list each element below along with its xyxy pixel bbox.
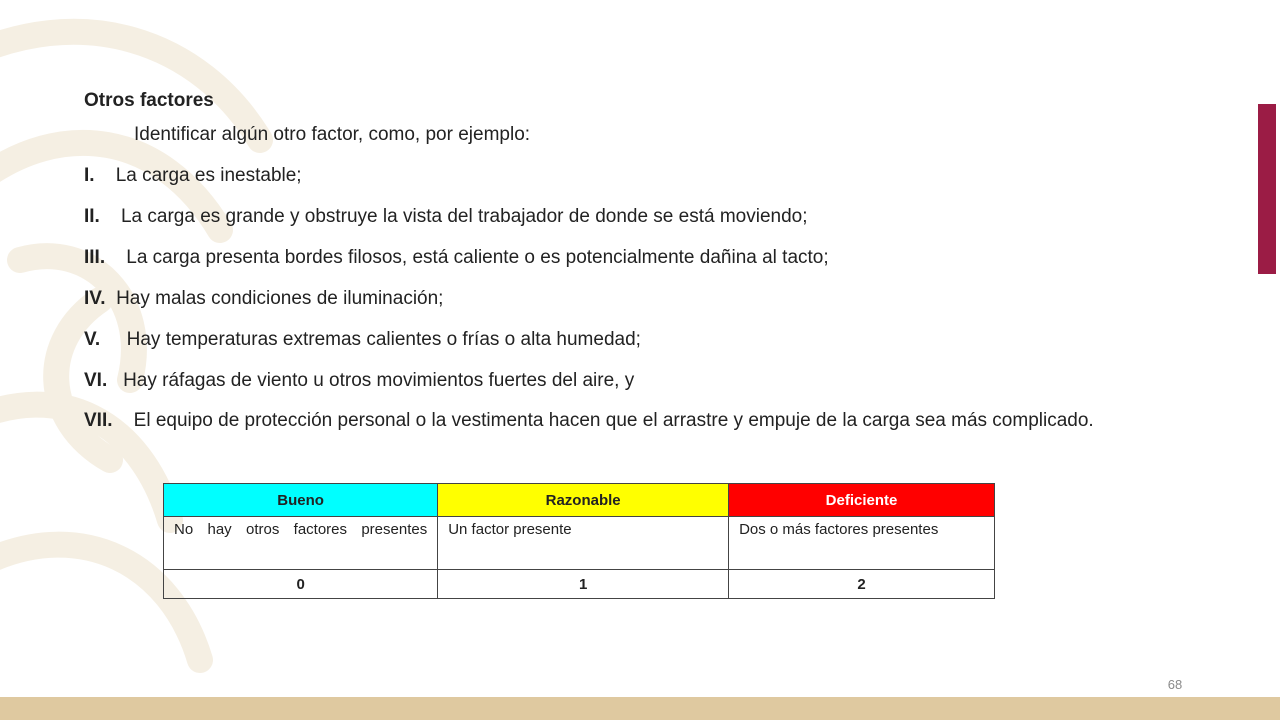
score-reasonable: 1 [438, 570, 729, 599]
page-number: 68 [1167, 677, 1183, 692]
footer-band [0, 697, 1280, 720]
item-numeral: II. [84, 206, 100, 227]
intro-text: Identificar algún otro factor, como, por ejemplo: [134, 124, 531, 145]
item-text: La carga es inestable; [115, 165, 302, 186]
list-item [84, 237, 1204, 278]
rating-table [163, 483, 995, 599]
description-deficient: Dos o más factores presentes [729, 517, 995, 570]
item-numeral: V. [84, 329, 101, 350]
section-heading: Otros factores [84, 90, 214, 111]
description-text: No hay otros factores presentes [174, 521, 428, 538]
list-item [84, 407, 1184, 435]
list-item [84, 278, 1204, 319]
table-row [164, 517, 995, 570]
list-item [84, 155, 1204, 196]
item-text: La carga presenta bordes filosos, está caliente o es potencialmente dañina al tacto; [126, 247, 829, 268]
item-numeral: VII. [84, 410, 113, 431]
description-good [164, 517, 438, 570]
item-text: Hay ráfagas de viento u otros movimientos fuertes del aire, y [123, 370, 635, 391]
score-deficient: 2 [729, 570, 995, 599]
list-item [84, 196, 1204, 237]
score-good: 0 [164, 570, 438, 599]
content-block [84, 88, 1204, 435]
item-text: Hay temperaturas extremas calientes o frías o alta humedad; [126, 329, 641, 350]
description-reasonable: Un factor presente [438, 517, 729, 570]
item-text: El equipo de protección personal o la vestimenta hacen que el arrastre y empuje de la carga sea más complicado. [133, 410, 1094, 431]
item-text: La carga es grande y obstruye la vista del trabajador de donde se está moviendo; [120, 206, 808, 227]
item-numeral: I. [84, 165, 95, 186]
accent-bar [1258, 104, 1276, 274]
item-text: Hay malas condiciones de iluminación; [116, 288, 444, 309]
item-numeral: IV. [84, 288, 106, 309]
list-item [84, 360, 1204, 401]
header-reasonable: Razonable [438, 484, 729, 517]
header-good: Bueno [164, 484, 438, 517]
table-row-scores [164, 570, 995, 599]
table-header-row [164, 484, 995, 517]
item-numeral: III. [84, 247, 106, 268]
header-deficient: Deficiente [729, 484, 995, 517]
item-numeral: VI. [84, 370, 108, 391]
list-item [84, 319, 1204, 360]
